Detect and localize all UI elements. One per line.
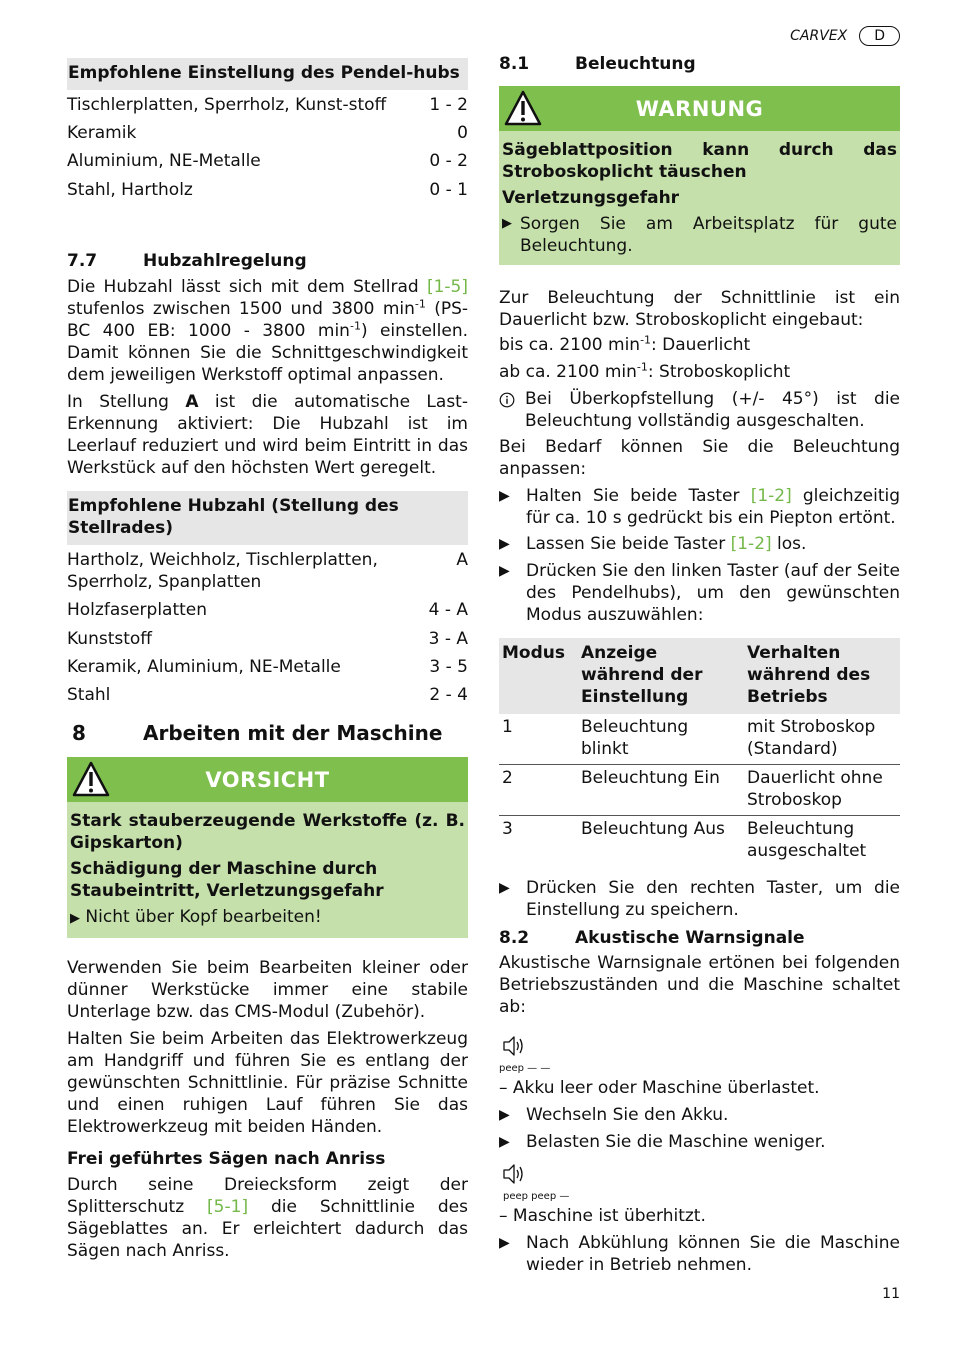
row-value: 0: [457, 123, 468, 143]
table-cell: 3: [502, 819, 513, 839]
row-value: 0 - 2: [429, 151, 468, 171]
consequence-text: Verletzungsgefahr: [502, 188, 680, 208]
row-value: A: [456, 550, 468, 570]
signal-meaning: – Maschine ist überhitzt.: [499, 1206, 706, 1226]
table-cell: Beleuchtung ausgeschaltet: [747, 819, 867, 861]
hazard-text: Sägeblattposition kann durch das Stroboskoplicht täuschen: [502, 140, 897, 182]
pendulum-table: [67, 58, 468, 201]
table-cell: Beleuchtung Ein: [578, 765, 744, 816]
table-row: [67, 150, 468, 172]
caution-title: VORSICHT: [205, 768, 330, 792]
paragraph: In Stellung A ist die automatische Last-Erkennung aktiviert: Die Hubzahl ist im Leerlauf reduziert und wird beim Eintritt in das Werkstück auf den höchsten Wert geregelt.: [67, 392, 468, 478]
figure-reference-link[interactable]: [1-2]: [750, 486, 792, 506]
arrow-bullet-icon: ▶: [499, 880, 510, 896]
info-icon: [499, 392, 515, 408]
warning-body: [499, 131, 900, 265]
sub-heading: Frei geführtes Sägen nach Anriss: [67, 1149, 386, 1169]
section-heading: [499, 927, 900, 949]
row-label: Keramik, Aluminium, NE-Metalle: [67, 657, 341, 677]
section-number: 8.1: [499, 54, 530, 74]
list-item: ▶ Belasten Sie die Maschine weniger.: [499, 1132, 826, 1152]
list-item: ▶ Drücken Sie den rechten Taster, um die Einstellung zu speichern.: [499, 878, 900, 920]
caution-title-bar: [67, 757, 468, 802]
table-cell: mit Stroboskop (Standard): [744, 714, 900, 765]
paragraph: ab ca. 2100 $\min^{-1}$: Stroboskoplicht: [499, 360, 791, 382]
figure-reference-link[interactable]: [1-5]: [426, 277, 468, 297]
speaker-icon: [501, 1034, 527, 1058]
table-cell: 1: [499, 714, 578, 765]
table-title: Empfohlene Einstellung des Pendel-hubs: [67, 58, 468, 90]
table-row: [67, 94, 468, 116]
row-label: Stahl: [67, 685, 111, 705]
paragraph: bis ca. 2100 $\min^{-1}$: Dauerlicht: [499, 333, 751, 355]
section-number: 8.2: [499, 928, 530, 948]
row-value: 3 - A: [428, 629, 468, 649]
paragraph: Halten Sie beim Arbeiten das Elektrowerkzeug am Handgriff und führen Sie es entlang der gewünschten Schnittlinie. Für präzise Schnitte und einen ruhigen Lauf führen Sie das Elektrowerkzeug mit beiden Händen.: [67, 1029, 468, 1137]
section-heading: [67, 250, 468, 272]
table-row: [67, 599, 468, 621]
section-title: Hubzahlregelung: [143, 251, 307, 271]
arrow-bullet-icon: ▶: [70, 911, 80, 926]
warning-title-bar: [499, 86, 900, 131]
row-label: Aluminium, NE-Metalle: [67, 151, 261, 171]
table-cell: 2: [499, 765, 578, 816]
table-row: [499, 816, 900, 867]
paragraph: Verwenden Sie beim Bearbeiten kleiner oder dünner Werkstücke immer eine stabile Unterlage bzw. das CMS-Modul (Zubehör).: [67, 958, 468, 1022]
hazard-text: Stark stauberzeugende Werkstoffe (z. B. Gipskarton): [70, 811, 465, 853]
row-value: 4 - A: [428, 600, 468, 620]
section-heading: [499, 53, 900, 75]
table-header-row: [499, 638, 900, 714]
arrow-bullet-icon: ▶: [499, 1235, 510, 1251]
column-header: Modus: [499, 638, 578, 714]
info-note: Bei Überkopfstellung (+/- 45°) ist die Beleuchtung vollständig ausgeschalten.: [499, 388, 900, 432]
row-label: Kunststoff: [67, 629, 153, 649]
list-item: ▶ Drücken Sie den linken Taster (auf der Seite des Pendelhubs), um den gewünschten Modus auszuwählen:: [499, 561, 900, 625]
paragraph: Zur Beleuchtung der Schnittlinie ist ein Dauerlicht bzw. Stroboskoplicht eingebaut:: [499, 288, 900, 330]
speaker-icon: [501, 1162, 527, 1186]
chapter-heading: [67, 720, 468, 746]
table-row: [499, 765, 900, 816]
row-label: Keramik: [67, 123, 137, 143]
page-header: [790, 26, 900, 46]
table-row: [67, 179, 468, 201]
list-item: ▶ Nach Abkühlung können Sie die Maschine wieder in Betrieb nehmen.: [499, 1233, 900, 1275]
row-value: 0 - 1: [429, 180, 468, 200]
section-title: Akustische Warnsignale: [575, 928, 805, 948]
instruction: ▶ Sorgen Sie am Arbeitsplatz für gute Beleuchtung.: [502, 214, 897, 256]
arrow-bullet-icon: ▶: [502, 216, 512, 231]
table-row: [499, 714, 900, 765]
language-badge: D: [859, 26, 900, 46]
warning-title: WARNUNG: [635, 97, 764, 121]
signal-pattern: peep — —: [499, 1063, 551, 1074]
instruction: ▶ Nicht über Kopf bearbeiten!: [70, 907, 322, 927]
figure-reference-link[interactable]: [5-1]: [207, 1197, 249, 1217]
column-header: Anzeige während der Einstellung: [578, 638, 744, 714]
list-item: ▶ Wechseln Sie den Akku.: [499, 1105, 729, 1125]
signal-block: [499, 1162, 900, 1276]
arrow-bullet-icon: ▶: [499, 1107, 510, 1123]
chapter-number: 8: [72, 721, 86, 745]
stroke-rate-table: [67, 491, 468, 706]
row-label: Holzfaserplatten: [67, 600, 208, 620]
row-value: 2 - 4: [429, 685, 468, 705]
mode-table: [499, 638, 900, 866]
chapter-title: Arbeiten mit der Maschine: [143, 721, 443, 745]
table-title: Empfohlene Hubzahl (Stellung des Stellrades): [67, 491, 468, 545]
table-cell: Beleuchtung Aus: [581, 819, 725, 839]
page-number: 11: [882, 1286, 900, 1302]
row-value: 3 - 5: [429, 657, 468, 677]
table-cell: Dauerlicht ohne Stroboskop: [744, 765, 900, 816]
arrow-bullet-icon: ▶: [499, 1134, 510, 1150]
table-row: [67, 628, 468, 650]
table-row: [67, 549, 468, 593]
list-item: ▶ Lassen Sie beide Taster [1-2] los.: [499, 534, 807, 554]
paragraph: Bei Bedarf können Sie die Beleuchtung anpassen:: [499, 437, 900, 479]
brand-name: CARVEX: [790, 28, 848, 44]
section-title: Beleuchtung: [575, 54, 696, 74]
section-number: 7.7: [67, 251, 98, 271]
signal-pattern: peep peep —: [503, 1191, 570, 1202]
paragraph: Die Hubzahl lässt sich mit dem Stellrad [1-5] stufenlos zwischen 1500 und 3800 $\min^{-1} (PS-BC$ 400 EB: 1000 - 3800 $\min^{-1}$) einstellen. Damit können Sie die Schnittgeschwindigkeit dem jeweiligen Werkstoff optimal anpassen.: [67, 277, 469, 385]
consequence-text: Schädigung der Maschine durch Staubeintritt, Verletzungsgefahr: [70, 859, 384, 901]
caution-body: [67, 802, 468, 938]
row-label: Hartholz, Weichholz, Tischlerplatten, Sperrholz, Spanplatten: [67, 550, 378, 592]
row-label: Stahl, Hartholz: [67, 180, 193, 200]
signal-block: [499, 1034, 900, 1153]
paragraph: Durch seine Dreiecksform zeigt der Splitterschutz [5-1] die Schnittlinie des Sägeblattes an. Er erleichtert dadurch das Sägen nach Anriss.: [67, 1175, 468, 1261]
signal-meaning: – Akku leer oder Maschine überlastet.: [499, 1078, 820, 1098]
table-row: [67, 684, 468, 706]
arrow-bullet-icon: ▶: [499, 488, 510, 504]
column-header: Verhalten während des Betriebs: [744, 638, 900, 714]
row-label: Tischlerplatten, Sperrholz, Kunst-stoff: [67, 95, 387, 115]
arrow-bullet-icon: ▶: [499, 563, 510, 579]
arrow-bullet-icon: ▶: [499, 536, 510, 552]
warning-box: [499, 86, 900, 265]
table-row: [67, 656, 468, 678]
caution-box: [67, 757, 468, 938]
paragraph: Akustische Warnsignale ertönen bei folgenden Betriebszuständen und die Maschine schaltet ab:: [499, 953, 900, 1017]
row-value: 1 - 2: [429, 95, 468, 115]
list-item: ▶ Halten Sie beide Taster [1-2] gleichzeitig für ca. 10 s gedrückt bis ein Piepton ertönt.: [499, 486, 900, 528]
table-row: [67, 122, 468, 144]
table-cell: Beleuchtung blinkt: [578, 714, 744, 765]
figure-reference-link[interactable]: [1-2]: [730, 534, 772, 554]
